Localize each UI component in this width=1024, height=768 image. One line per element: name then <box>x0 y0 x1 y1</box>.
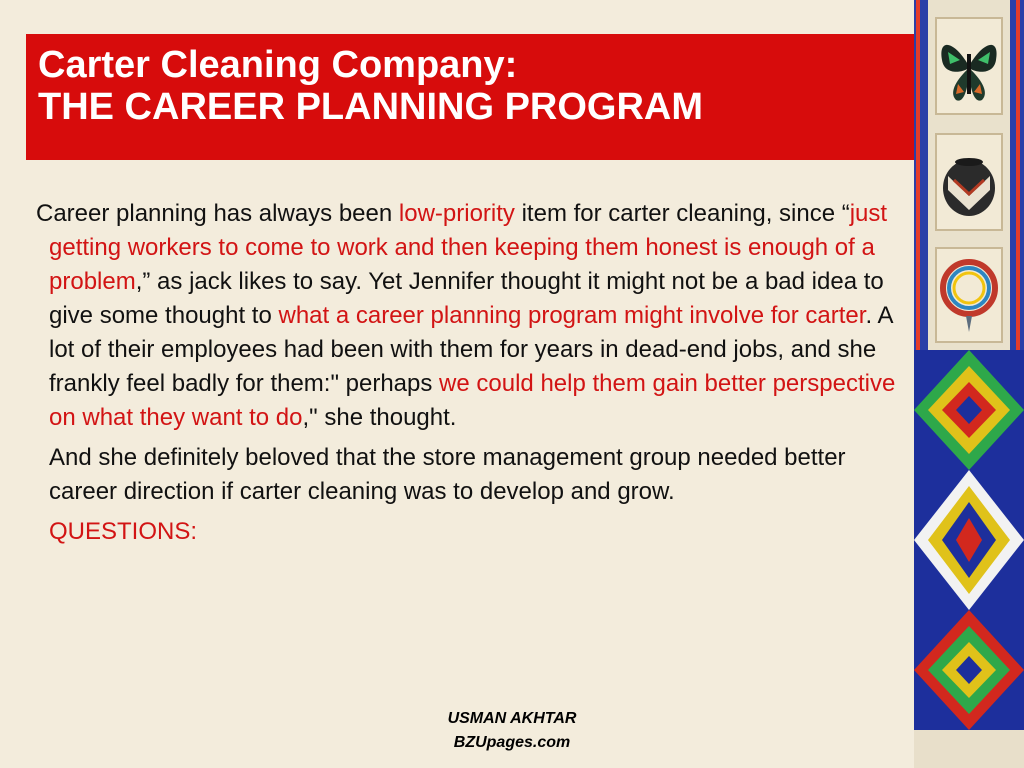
footer-credit <box>380 707 644 755</box>
slide-body <box>36 197 912 555</box>
slide-title-line-2: THE CAREER PLANNING PROGRAM <box>38 86 704 128</box>
questions-heading: QUESTIONS: <box>49 518 198 545</box>
text-run: ,” as jack likes to say. Yet Jennifer thought it might not be a bad idea to give some thought to <box>49 268 884 329</box>
paragraph-case-description <box>36 197 912 435</box>
highlight-perspective: we could help them gain better perspective on what they want to do <box>49 370 896 431</box>
highlight-low-priority: low-priority <box>398 200 515 227</box>
highlight-program-scope: what a career planning program might involve for carter <box>278 302 866 329</box>
highlight-quote-jack: just getting workers to come to work and then keeping them honest is enough of a problem <box>49 200 888 295</box>
text-run: ," she thought. <box>302 404 457 431</box>
footer-site: BZUpages.com <box>453 734 571 751</box>
beadwork-art <box>914 0 1024 768</box>
paragraph-management: And she definitely beloved that the store management group needed better career direction if carter cleaning was to develop and grow. <box>49 444 846 505</box>
text-run: item for carter cleaning, since “ <box>514 200 850 227</box>
text-run: Career planning has always been <box>36 200 399 227</box>
decorative-beadwork-strip <box>914 0 1024 768</box>
title-banner <box>26 34 914 160</box>
slide-title-line-1: Carter Cleaning Company: <box>38 44 518 86</box>
footer-author: USMAN AKHTAR <box>447 710 577 727</box>
text-run: . A lot of their employees had been with them for years in dead-end jobs, and she frankly feel badly for them:" perhaps <box>49 302 893 397</box>
bead-diamond-pattern <box>914 350 1024 730</box>
